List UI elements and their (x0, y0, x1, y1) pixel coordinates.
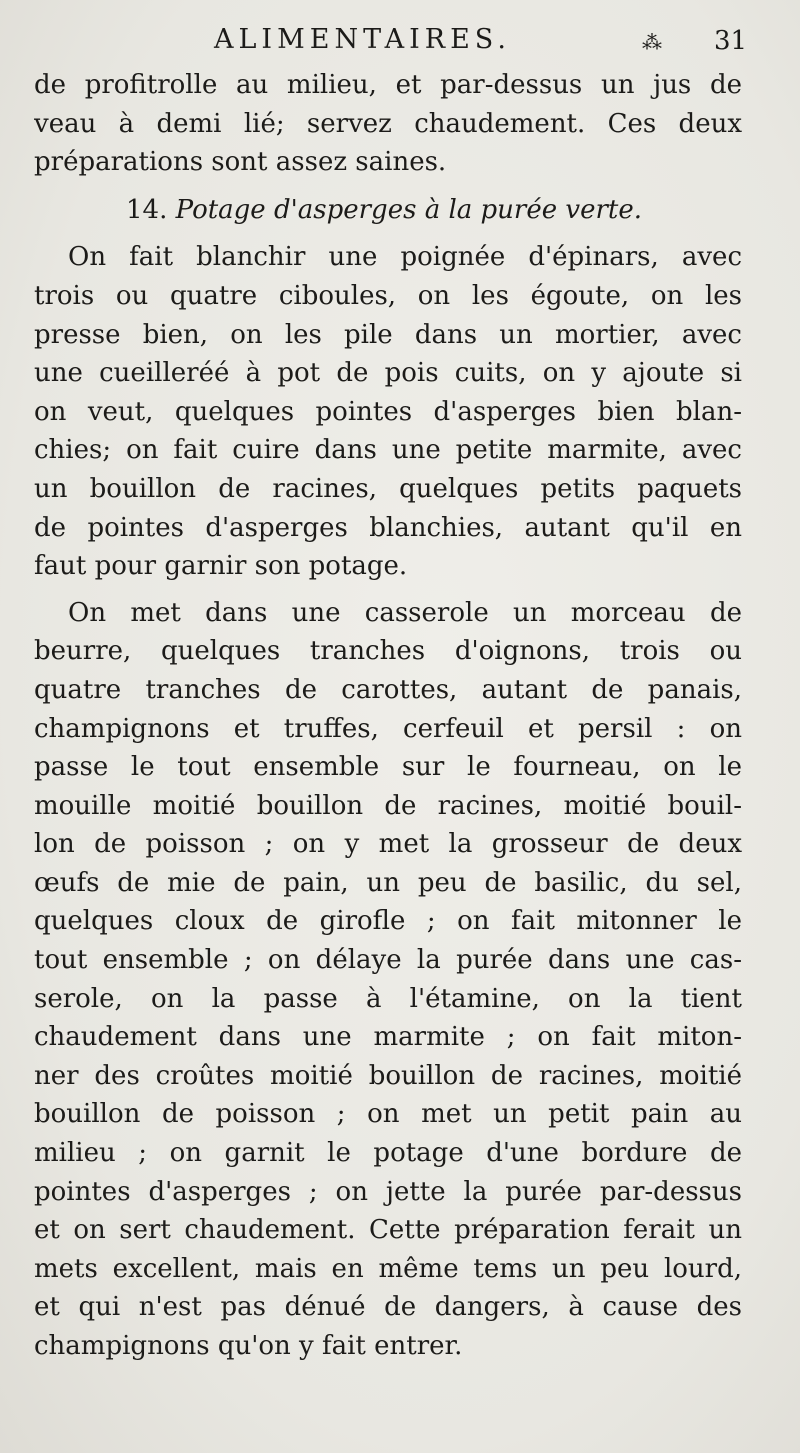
text-line: beurre, quelques tranches d'oignons, trois ou (34, 636, 742, 667)
text-line: chies; on fait cuire dans une petite marmite, avec (34, 435, 742, 466)
paragraph-spinach (34, 238, 742, 585)
text-line: et qui n'est pas dénué de dangers, à cause des (34, 1292, 742, 1323)
text-line: faut pour garnir son potage. (34, 551, 408, 582)
text-line: quelques cloux de girofle ; on fait mitonner le (34, 906, 742, 937)
text-line: serole, on la passe à l'étamine, on la tient (34, 983, 742, 1014)
text-line: veau à demi lié; servez chaudement. Ces deux (34, 108, 742, 139)
text-line: œufs de mie de pain, un peu de basilic, du sel, (34, 867, 742, 898)
page-header (34, 24, 774, 64)
running-head: ALIMENTAIRES. (214, 24, 511, 55)
text-line: champignons qu'on y fait entrer. (34, 1331, 463, 1361)
text-line: pointes d'asperges ; on jette la purée par-dessus (34, 1176, 742, 1207)
section-number: 14. (126, 194, 168, 225)
ornament-icon: ⁂ (642, 30, 662, 54)
paragraph-casserole (34, 594, 742, 1366)
text-line: milieu ; on garnit le potage d'une bordure de (34, 1138, 742, 1169)
text-line: un bouillon de racines, quelques petits paquets (34, 473, 742, 504)
text-line: champignons et truffes, cerfeuil et persil : on (34, 713, 742, 744)
section-heading (34, 191, 742, 230)
paragraph-continuation (34, 66, 742, 182)
text-line: presse bien, on les pile dans un mortier, avec (34, 319, 742, 350)
text-line: chaudement dans une marmite ; on fait miton- (34, 1022, 742, 1053)
text-line: tout ensemble ; on délaye la purée dans une cas- (34, 945, 742, 976)
text-line: préparations sont assez saines. (34, 147, 447, 178)
text-line: trois ou quatre ciboules, on les égoute, on les (34, 280, 742, 311)
text-line: et on sert chaudement. Cette préparation ferait un (34, 1215, 742, 1246)
section-title: Potage d'asperges à la purée verte. (175, 194, 642, 225)
text-line: On fait blanchir une poignée d'épinars, avec (68, 242, 742, 273)
text-line: mouille moitié bouillon de racines, moitié bouil- (34, 790, 742, 821)
text-line: bouillon de poisson ; on met un petit pain au (34, 1099, 742, 1130)
text-line: de profitrolle au milieu, et par-dessus un jus de (34, 70, 742, 100)
paragraph-gap (34, 586, 742, 594)
text-line: mets excellent, mais en même tems un peu lourd, (34, 1253, 742, 1284)
text-line: de pointes d'asperges blanchies, autant qu'il en (34, 512, 742, 543)
page-number: 31 (714, 26, 748, 56)
text-line: On met dans une casserole un morceau de (68, 597, 742, 628)
text-line: on veut, quelques pointes d'asperges bien blan- (34, 396, 742, 427)
text-line: lon de poisson ; on y met la grosseur de deux (34, 829, 742, 860)
text-line: une cueilleréé à pot de pois cuits, on y ajoute si (34, 358, 742, 389)
text-line: ner des croûtes moitié bouillon de racines, moitié (34, 1060, 742, 1091)
body-text (34, 66, 742, 1366)
text-line: quatre tranches de carottes, autant de panais, (34, 674, 742, 705)
text-line: passe le tout ensemble sur le fourneau, on le (34, 752, 742, 783)
